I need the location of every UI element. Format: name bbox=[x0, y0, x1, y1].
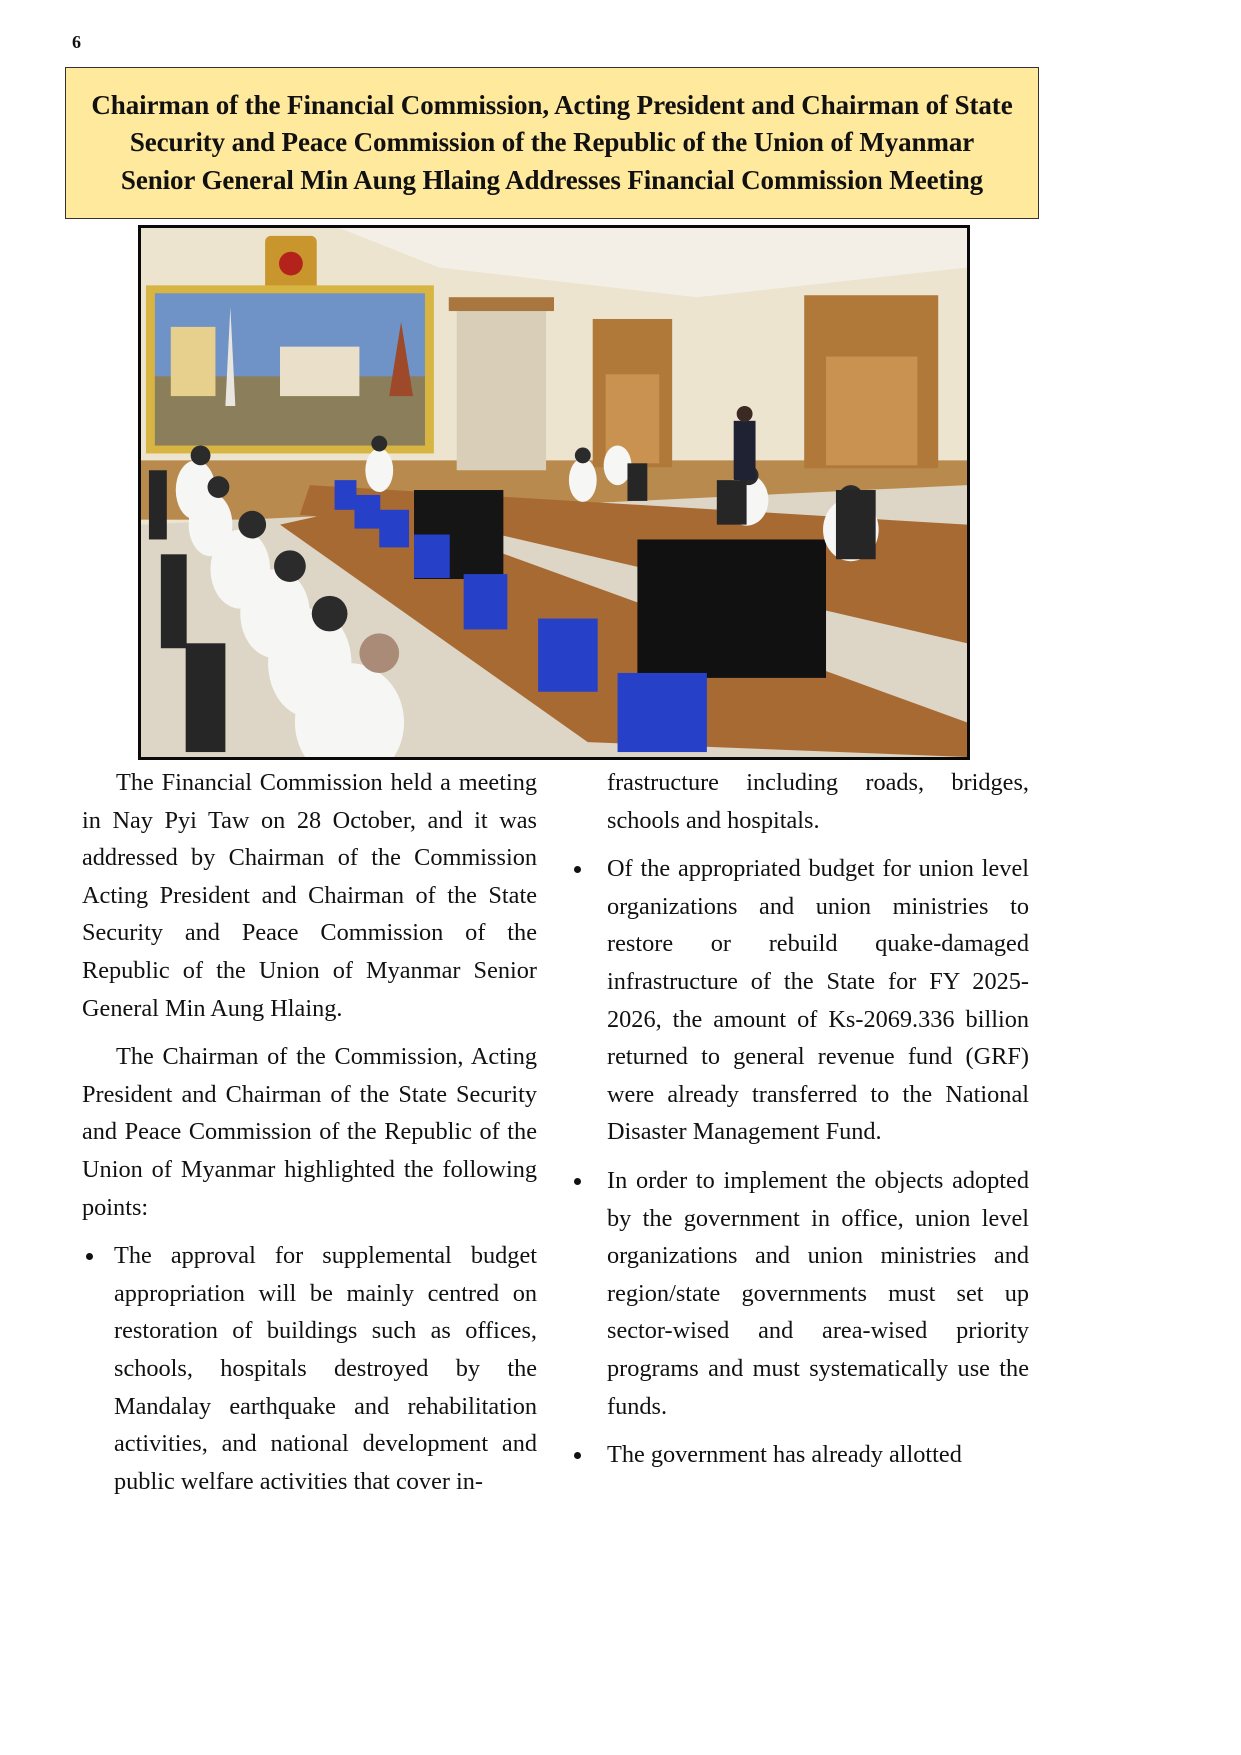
bullet-continuation: frastructure including roads, bridges, schools and hospitals. bbox=[607, 769, 1029, 834]
meeting-photo bbox=[138, 225, 970, 760]
curtain-pelmet bbox=[449, 297, 554, 311]
cameraman-head bbox=[737, 406, 753, 422]
paragraph: The Chairman of the Commission, Acting President and Chairman of the State Security and Peace Commission of the Republic of the Union of Myanmar highlighted the following points: bbox=[82, 1043, 537, 1221]
paragraph: The Financial Commission held a meeting in Nay Pyi Taw on 28 October, and it was addressed by Chairman of the Commission Acting President and Chairman of the State Security and Peace Commission of the Republic of the Union of Myanmar Senior General Min Aung Hlaing. bbox=[82, 769, 537, 1022]
bullet-item bbox=[82, 1237, 537, 1500]
painting-palace bbox=[280, 347, 359, 396]
painting-building bbox=[171, 327, 216, 396]
door-right-panel bbox=[826, 357, 917, 466]
article-title-box bbox=[65, 67, 1039, 219]
bullet-item bbox=[576, 1436, 1029, 1474]
bullet-text: Of the appropriated budget for union level organizations and union ministries to restore or rebuild quake-damaged infrastructure of the State for FY 2025-2026, the amount of Ks-2069.336 billion returned to general revenue fund (GRF) were already transferred to the National Disaster Management Fund. bbox=[607, 855, 1029, 1146]
right-column bbox=[576, 764, 1029, 1485]
bullet-text: In order to implement the objects adopted by the government in office, union level organizations and union ministries and region/state governments must set up sector-wised and area-wised priority programs and must systematically use the funds. bbox=[607, 1166, 1029, 1420]
article-title-line: Senior General Min Aung Hlaing Addresses Financial Commission Meeting bbox=[120, 164, 984, 195]
page-number: 6 bbox=[72, 32, 81, 52]
cameraman bbox=[734, 421, 756, 480]
emblem-center bbox=[279, 252, 303, 276]
bullet-item bbox=[576, 1162, 1029, 1425]
bullet-text: The approval for supplemental budget appropriation will be mainly centred on restoration of buildings such as offices, schools, hospitals destroyed by the Mandalay earthquake and rehabilitation activities, and national development and public welfare activities that cover in- bbox=[114, 1242, 537, 1495]
article-title-line: Security and Peace Commission of the Republic of the Union of Myanmar bbox=[129, 127, 975, 158]
curtain bbox=[457, 307, 546, 470]
bullet-item bbox=[576, 850, 1029, 1151]
monitor-large bbox=[637, 539, 826, 677]
bullet-text: The government has already allotted bbox=[607, 1441, 962, 1469]
meeting-photo-illustration bbox=[141, 228, 967, 757]
article-title-line: Chairman of the Financial Commission, Acting President and Chairman of State bbox=[91, 89, 1013, 120]
left-column bbox=[82, 764, 537, 1511]
